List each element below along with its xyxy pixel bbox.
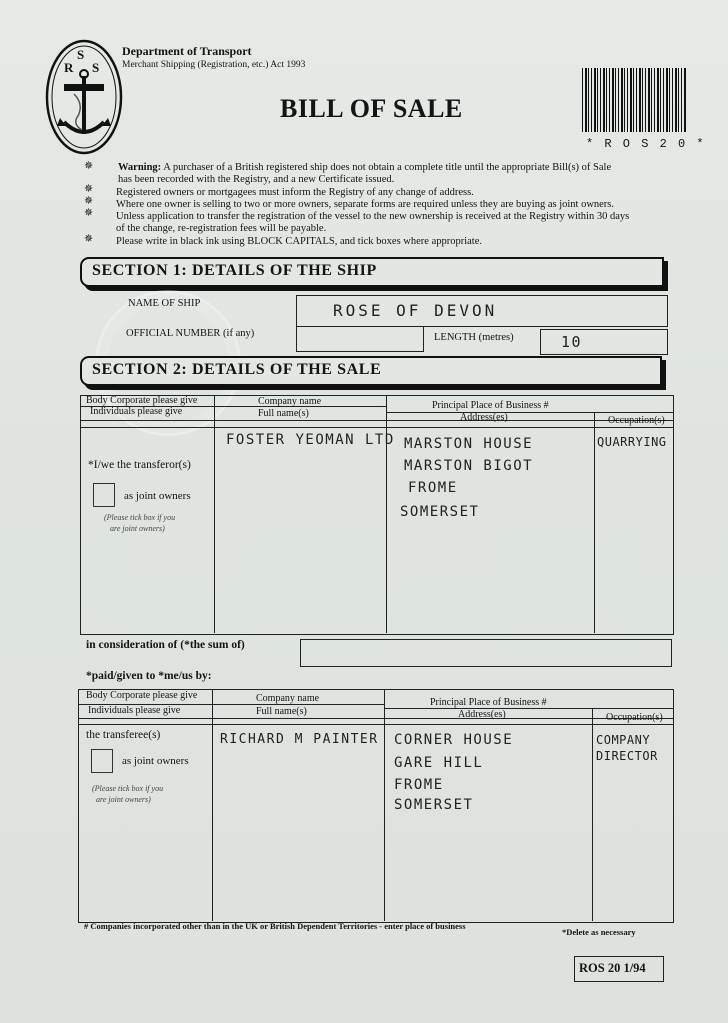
col-principal-place-header: Principal Place of Business # [432,400,549,411]
transferee-joint-label: as joint owners [122,755,189,767]
table-divider [386,412,674,413]
col-company-name-header: Company name [258,396,322,407]
form-code-box [574,956,664,982]
table-divider [384,708,674,709]
logo-letter-s-right: S [92,60,100,75]
col-occupation-header: Occupation(s) [608,415,665,426]
transferor-tick-note-1: (Please tick box if you [104,513,176,522]
warning-line-1: Warning: A purchaser of a British registered ship does not obtain a complete title until the appropriate Bill(s) of Sale [118,162,612,173]
table-divider [78,718,674,719]
footnote-delete: *Delete as necessary [562,927,636,937]
warning-line-3: Where one owner is selling to two or more owners, separate forms are required unless they are buying as joint owners. [116,199,615,210]
transferor-address-line-3: FROME [408,480,458,496]
transferee-occupation-line-2: DIRECTOR [596,749,658,763]
col-full-names-header: Full name(s) [256,706,307,717]
warning-line-2: Registered owners or mortgagees must inform the Registry of any change of address. [116,187,474,198]
form-code: ROS 20 1/94 [579,961,646,975]
table-divider [594,412,595,633]
length-label: LENGTH (metres) [434,332,514,343]
bullet-icon: ✵ [84,233,94,245]
transferor-address-line-2: MARSTON BIGOT [404,458,534,474]
section-1-header [80,257,664,287]
bullet-icon: ✵ [84,195,94,207]
warning-line-4b: of the change, re-registration fees will be payable. [116,223,327,234]
section-2-header [80,356,662,386]
length-field[interactable] [540,329,668,355]
transferee-joint-checkbox[interactable] [91,749,113,773]
transferee-name-value: RICHARD M PAINTER [220,732,379,747]
footnote-companies: # Companies incorporated other than in the UK or British Dependent Territories - enter place of business [84,921,466,931]
table-divider [214,395,215,633]
table-divider [386,395,387,633]
official-number-field[interactable] [296,326,424,352]
col-principal-place-header: Principal Place of Business # [430,697,547,708]
official-number-label: OFFICIAL NUMBER (if any) [126,328,255,339]
warning-line-4: Unless application to transfer the registration of the vessel to the new ownership is received at the Registry within 30 days [116,211,630,222]
bullet-icon: ✵ [84,160,94,172]
col-individuals-header: Individuals please give [88,705,181,716]
barcode [582,68,686,132]
transferor-address-line-4: SOMERSET [400,504,480,520]
length-value: 10 [561,333,583,351]
transferee-address-line-2: GARE HILL [394,755,484,771]
warning-line-5: Please write in black ink using BLOCK CAPITALS, and tick boxes where appropriate. [116,236,483,247]
bullet-icon: ✵ [84,183,94,195]
ship-name-field[interactable] [296,295,668,327]
transferor-name-value: FOSTER YEOMAN LTD [226,432,395,448]
page-title: BILL OF SALE [280,94,463,123]
transferor-joint-label: as joint owners [124,490,191,502]
table-divider [80,420,674,421]
ship-name-label: NAME OF SHIP [128,298,201,309]
col-company-name-header: Company name [256,693,320,704]
consideration-field[interactable] [300,639,672,667]
col-individuals-header: Individuals please give [90,406,183,417]
transferee-tick-note-1: (Please tick box if you [92,784,164,793]
transferor-label: *I/we the transferor(s) [88,459,191,471]
col-addresses-header: Address(es) [460,412,508,423]
ship-name-value: ROSE OF DEVON [333,301,498,320]
col-body-corporate-header: Body Corporate please give [86,395,198,406]
table-divider [80,427,674,428]
barcode-text: * R O S 2 0 * [586,137,706,151]
logo-letter-s-top: S [77,47,85,62]
consideration-label: in consideration of (*the sum of) [86,639,245,651]
transferor-tick-note-2: are joint owners) [110,524,165,533]
bullet-icon: ✵ [84,207,94,219]
transferee-address-line-1: CORNER HOUSE [394,732,514,748]
act-reference: Merchant Shipping (Registration, etc.) Act 1993 [122,60,306,70]
col-occupation-header: Occupation(s) [606,712,663,723]
col-full-names-header: Full name(s) [258,408,309,419]
section-2-title: SECTION 2: DETAILS OF THE SALE [92,361,382,378]
transferee-tick-note-2: are joint owners) [96,795,151,804]
col-body-corporate-header: Body Corporate please give [86,690,198,701]
transferor-occupation-value: QUARRYING [597,435,667,449]
col-addresses-header: Address(es) [458,709,506,720]
table-divider [78,724,674,725]
transferee-address-line-4: SOMERSET [394,797,474,813]
transferee-occupation-line-1: COMPANY [596,733,651,747]
warning-line-1b: has been recorded with the Registry, and a new Certificate issued. [118,174,395,185]
paid-label: *paid/given to *me/us by: [86,670,212,682]
transferee-label: the transferee(s) [86,729,161,741]
logo-letter-r: R [64,60,74,75]
transferor-address-line-1: MARSTON HOUSE [404,436,534,452]
section-1-title: SECTION 1: DETAILS OF THE SHIP [92,262,377,279]
transferee-address-line-3: FROME [394,777,444,793]
table-divider [592,708,593,921]
transferor-joint-checkbox[interactable] [93,483,115,507]
department-name: Department of Transport [122,44,252,58]
